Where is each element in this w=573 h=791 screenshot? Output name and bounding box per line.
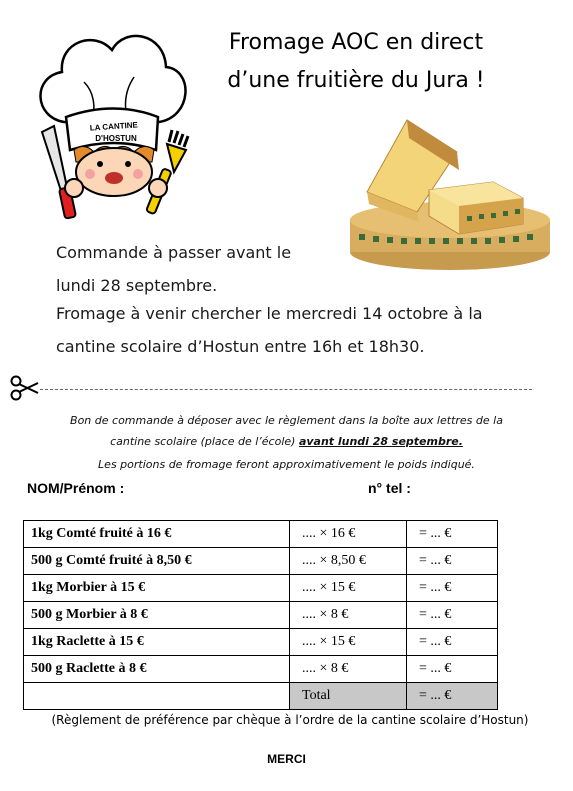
table-row: [24, 602, 498, 629]
quantity-cell[interactable]: .... × 15 €: [290, 575, 407, 602]
intro-line-2: lundi 28 septembre.: [56, 276, 218, 295]
title-line-1: Fromage AOC en direct: [228, 30, 484, 55]
product-cell: 500 g Raclette à 8 €: [24, 656, 290, 683]
amount-cell[interactable]: = ... €: [407, 656, 498, 683]
order-instructions-2: [20, 435, 553, 448]
chef-logo: [24, 22, 200, 222]
hat-text-2: D'HOSTUN: [95, 134, 137, 143]
quantity-cell[interactable]: .... × 8 €: [290, 602, 407, 629]
order-instructions-1: Bon de commande à déposer avec le règlement dans la boîte aux lettres de la: [70, 414, 503, 427]
intro-line-1: Commande à passer avant le: [56, 243, 292, 262]
table-row: [24, 656, 498, 683]
table-row-total: [24, 683, 498, 710]
page-title: [186, 24, 526, 100]
amount-cell[interactable]: = ... €: [407, 629, 498, 656]
amount-cell[interactable]: = ... €: [407, 575, 498, 602]
merci-text: MERCI: [267, 752, 306, 766]
quantity-cell[interactable]: .... × 15 €: [290, 629, 407, 656]
cheese-image: [347, 112, 553, 272]
product-cell: 500 g Comté fruité à 8,50 €: [24, 548, 290, 575]
table-row: [24, 548, 498, 575]
table-row: [24, 629, 498, 656]
quantity-cell[interactable]: .... × 8 €: [290, 656, 407, 683]
product-cell: 1kg Comté fruité à 16 €: [24, 521, 290, 548]
total-label: Total: [290, 683, 407, 710]
product-cell: 500 g Morbier à 8 €: [24, 602, 290, 629]
amount-cell[interactable]: = ... €: [407, 602, 498, 629]
title-line-2: d’une fruitière du Jura !: [227, 68, 485, 93]
product-cell: 1kg Raclette à 15 €: [24, 629, 290, 656]
instr-line2-a: cantine scolaire (place de l’école): [110, 435, 299, 448]
order-table: [23, 520, 498, 710]
amount-cell[interactable]: = ... €: [407, 521, 498, 548]
intro-line-4: cantine scolaire d’Hostun entre 16h et 18h30.: [56, 337, 425, 356]
order-instructions-3: Les portions de fromage feront approximativement le poids indiqué.: [98, 458, 475, 471]
table-row: [24, 575, 498, 602]
total-empty-cell[interactable]: [24, 683, 290, 710]
tel-label: n° tel :: [368, 480, 411, 496]
quantity-cell[interactable]: .... × 16 €: [290, 521, 407, 548]
hat-text: LA CANTINE: [89, 120, 139, 133]
payment-note: (Règlement de préférence par chèque à l’ordre de la cantine scolaire d’Hostun): [51, 713, 529, 727]
quantity-cell[interactable]: .... × 8,50 €: [290, 548, 407, 575]
intro-line-3: Fromage à venir chercher le mercredi 14 octobre à la: [56, 304, 483, 323]
table-row: [24, 521, 498, 548]
deadline-text: avant lundi 28 septembre.: [298, 435, 463, 448]
total-value[interactable]: = ... €: [407, 683, 498, 710]
name-label: NOM/Prénom :: [27, 480, 125, 496]
scissors-icon: [10, 374, 40, 402]
cut-line: [40, 389, 532, 390]
product-cell: 1kg Morbier à 15 €: [24, 575, 290, 602]
amount-cell[interactable]: = ... €: [407, 548, 498, 575]
